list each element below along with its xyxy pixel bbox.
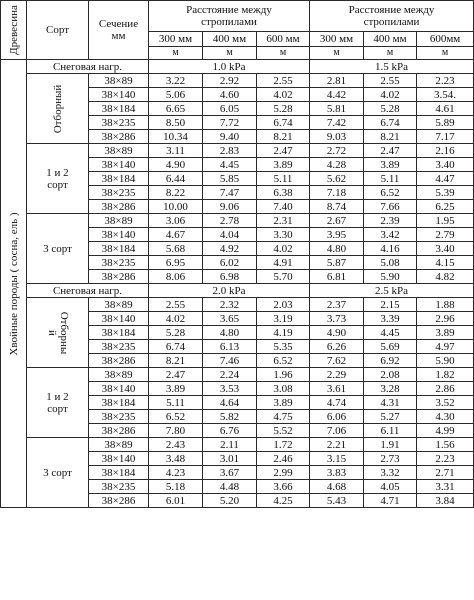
span-value: 6.11 — [364, 424, 417, 438]
span-value: 6.25 — [417, 200, 474, 214]
span-value: 3.73 — [310, 312, 364, 326]
section-size: 38×140 — [89, 382, 149, 396]
span-value: 7.46 — [203, 354, 257, 368]
span-value: 2.47 — [149, 368, 203, 382]
spacing-300-left: 300 мм — [149, 32, 203, 47]
span-value: 3.54. — [417, 88, 474, 102]
section-size: 38×286 — [89, 494, 149, 508]
span-value: 6.01 — [149, 494, 203, 508]
span-value: 4.61 — [417, 102, 474, 116]
span-value: 4.91 — [257, 256, 310, 270]
span-value: 2.29 — [310, 368, 364, 382]
span-value: 5.85 — [203, 172, 257, 186]
span-value: 8.06 — [149, 270, 203, 284]
span-value: 3.31 — [417, 480, 474, 494]
table-row — [1, 74, 474, 88]
span-value: 6.02 — [203, 256, 257, 270]
span-value: 3.95 — [310, 228, 364, 242]
span-value: 2.21 — [310, 438, 364, 452]
section-size: 38×286 — [89, 130, 149, 144]
span-value: 2.72 — [310, 144, 364, 158]
span-value: 5.90 — [417, 354, 474, 368]
span-value: 3.40 — [417, 158, 474, 172]
span-value: 4.71 — [364, 494, 417, 508]
span-value: 3.89 — [417, 326, 474, 340]
span-value: 10.34 — [149, 130, 203, 144]
span-value: 3.67 — [203, 466, 257, 480]
span-value: 6.81 — [310, 270, 364, 284]
span-value: 3.52 — [417, 396, 474, 410]
section-size: 38×184 — [89, 326, 149, 340]
span-value: 3.11 — [149, 144, 203, 158]
spacing-600-left: 600 мм — [257, 32, 310, 47]
span-value: 4.19 — [257, 326, 310, 340]
span-value: 5.28 — [149, 326, 203, 340]
unit-cell: м — [257, 47, 310, 60]
span-value: 7.18 — [310, 186, 364, 200]
span-value: 5.18 — [149, 480, 203, 494]
span-value: 5.39 — [417, 186, 474, 200]
span-value: 6.92 — [364, 354, 417, 368]
section-size: 38×89 — [89, 74, 149, 88]
span-value: 4.30 — [417, 410, 474, 424]
span-value: 3.32 — [364, 466, 417, 480]
span-value: 8.22 — [149, 186, 203, 200]
span-value: 4.90 — [149, 158, 203, 172]
span-value: 2.78 — [203, 214, 257, 228]
span-value: 5.28 — [364, 102, 417, 116]
span-value: 3.08 — [257, 382, 310, 396]
section-size: 38×235 — [89, 340, 149, 354]
span-value: 5.87 — [310, 256, 364, 270]
span-value: 5.11 — [149, 396, 203, 410]
span-value: 3.53 — [203, 382, 257, 396]
section-size: 38×89 — [89, 368, 149, 382]
span-value: 4.99 — [417, 424, 474, 438]
span-value: 2.23 — [417, 452, 474, 466]
span-value: 3.01 — [203, 452, 257, 466]
span-value: 3.40 — [417, 242, 474, 256]
section-size: 38×235 — [89, 186, 149, 200]
span-value: 7.47 — [203, 186, 257, 200]
span-value: 2.55 — [364, 74, 417, 88]
span-value: 9.40 — [203, 130, 257, 144]
span-value: 6.52 — [364, 186, 417, 200]
span-value: 3.06 — [149, 214, 203, 228]
grade-cell — [27, 74, 89, 144]
table-row — [1, 298, 474, 312]
span-value: 3.83 — [310, 466, 364, 480]
span-value: 3.48 — [149, 452, 203, 466]
spacing-400-left: 400 мм — [203, 32, 257, 47]
section-size: 38×184 — [89, 102, 149, 116]
section-size: 38×184 — [89, 172, 149, 186]
span-value: 7.80 — [149, 424, 203, 438]
span-value: 2.31 — [257, 214, 310, 228]
section-header: Сечение мм — [89, 1, 149, 60]
span-value: 4.31 — [364, 396, 417, 410]
span-value: 4.47 — [417, 172, 474, 186]
span-value: 2.55 — [257, 74, 310, 88]
span-value: 3.42 — [364, 228, 417, 242]
span-value: 2.86 — [417, 382, 474, 396]
section-size: 38×184 — [89, 466, 149, 480]
section-size: 38×286 — [89, 354, 149, 368]
span-value: 2.73 — [364, 452, 417, 466]
span-value: 4.90 — [310, 326, 364, 340]
wood-header-cell — [1, 1, 27, 60]
snow-load-row — [1, 60, 474, 74]
span-value: 5.90 — [364, 270, 417, 284]
span-value: 6.26 — [310, 340, 364, 354]
section-size: 38×184 — [89, 396, 149, 410]
span-value: 5.08 — [364, 256, 417, 270]
table-row — [1, 368, 474, 382]
span-value: 4.74 — [310, 396, 364, 410]
span-value: 2.39 — [364, 214, 417, 228]
span-value: 3.89 — [149, 382, 203, 396]
span-value: 3.89 — [257, 396, 310, 410]
span-value: 10.00 — [149, 200, 203, 214]
span-value: 8.21 — [257, 130, 310, 144]
span-value: 2.47 — [364, 144, 417, 158]
span-value: 6.38 — [257, 186, 310, 200]
span-value: 5.81 — [310, 102, 364, 116]
span-value: 6.65 — [149, 102, 203, 116]
span-value: 3.22 — [149, 74, 203, 88]
span-value: 7.40 — [257, 200, 310, 214]
span-value: 5.89 — [417, 116, 474, 130]
spacing-400-right: 400 мм — [364, 32, 417, 47]
section-size: 38×89 — [89, 214, 149, 228]
unit-cell: м — [149, 47, 203, 60]
span-value: 6.44 — [149, 172, 203, 186]
grade-label: Отборны й — [45, 311, 70, 354]
span-value: 7.66 — [364, 200, 417, 214]
span-value: 3.15 — [310, 452, 364, 466]
span-value: 4.02 — [149, 312, 203, 326]
section-size: 38×235 — [89, 256, 149, 270]
span-value: 4.97 — [417, 340, 474, 354]
span-value: 4.02 — [257, 242, 310, 256]
span-value: 3.30 — [257, 228, 310, 242]
span-value: 2.55 — [149, 298, 203, 312]
span-value: 6.76 — [203, 424, 257, 438]
span-value: 4.68 — [310, 480, 364, 494]
span-value: 3.84 — [417, 494, 474, 508]
span-value: 7.62 — [310, 354, 364, 368]
snow-load-label: Снеговая нагр. — [27, 60, 149, 74]
grade-header: Сорт — [27, 1, 89, 60]
span-value: 6.06 — [310, 410, 364, 424]
span-value: 2.23 — [417, 74, 474, 88]
section-size: 38×184 — [89, 242, 149, 256]
span-value: 3.19 — [257, 312, 310, 326]
span-value: 5.43 — [310, 494, 364, 508]
span-value: 4.64 — [203, 396, 257, 410]
section-size: 38×140 — [89, 228, 149, 242]
span-value: 2.79 — [417, 228, 474, 242]
span-value: 6.98 — [203, 270, 257, 284]
span-value: 3.65 — [203, 312, 257, 326]
span-value: 2.32 — [203, 298, 257, 312]
span-value: 8.74 — [310, 200, 364, 214]
spacing-300-right: 300 мм — [310, 32, 364, 47]
span-value: 4.75 — [257, 410, 310, 424]
span-value: 2.37 — [310, 298, 364, 312]
span-value: 5.62 — [310, 172, 364, 186]
span-value: 2.47 — [257, 144, 310, 158]
span-value: 4.15 — [417, 256, 474, 270]
species-cell — [1, 60, 27, 508]
grade-label: Отборный — [51, 84, 64, 133]
span-value: 4.16 — [364, 242, 417, 256]
section-size: 38×235 — [89, 410, 149, 424]
grade-cell — [27, 298, 89, 368]
span-value: 6.52 — [257, 354, 310, 368]
span-value: 7.06 — [310, 424, 364, 438]
span-value: 8.21 — [364, 130, 417, 144]
table-row — [1, 144, 474, 158]
span-value: 4.80 — [310, 242, 364, 256]
span-value: 8.50 — [149, 116, 203, 130]
section-size: 38×140 — [89, 158, 149, 172]
span-value: 4.48 — [203, 480, 257, 494]
span-value: 5.70 — [257, 270, 310, 284]
unit-cell: м — [364, 47, 417, 60]
table-body — [1, 1, 474, 508]
span-value: 9.03 — [310, 130, 364, 144]
span-value: 1.56 — [417, 438, 474, 452]
span-value: 4.04 — [203, 228, 257, 242]
span-value: 2.16 — [417, 144, 474, 158]
span-value: 5.52 — [257, 424, 310, 438]
span-value: 4.45 — [364, 326, 417, 340]
span-value: 5.11 — [257, 172, 310, 186]
snow-load-left: 1.0 kPa — [149, 60, 310, 74]
span-value: 6.52 — [149, 410, 203, 424]
span-value: 4.60 — [203, 88, 257, 102]
span-value: 3.39 — [364, 312, 417, 326]
grade-label: 1 и 2 сорт — [27, 144, 89, 214]
header-row-titles — [1, 1, 474, 32]
species-label: Хвойные породы ( сосна, ель ) — [7, 211, 20, 356]
section-size: 38×235 — [89, 116, 149, 130]
snow-load-row — [1, 284, 474, 298]
span-value: 5.27 — [364, 410, 417, 424]
span-value: 4.02 — [364, 88, 417, 102]
span-value: 5.11 — [364, 172, 417, 186]
snow-load-right: 2.5 kPa — [310, 284, 474, 298]
span-value: 4.42 — [310, 88, 364, 102]
span-value: 2.11 — [203, 438, 257, 452]
span-value: 4.80 — [203, 326, 257, 340]
span-value: 5.68 — [149, 242, 203, 256]
span-value: 2.46 — [257, 452, 310, 466]
section-size: 38×286 — [89, 200, 149, 214]
spacing-header-right: Расстояние между стропилами — [310, 1, 474, 32]
span-value: 2.99 — [257, 466, 310, 480]
span-value: 1.96 — [257, 368, 310, 382]
section-size: 38×140 — [89, 88, 149, 102]
span-value: 5.20 — [203, 494, 257, 508]
unit-cell: м — [310, 47, 364, 60]
span-value: 9.06 — [203, 200, 257, 214]
span-value: 7.17 — [417, 130, 474, 144]
span-value: 3.89 — [364, 158, 417, 172]
section-size: 38×140 — [89, 452, 149, 466]
span-value: 2.08 — [364, 368, 417, 382]
span-value: 7.72 — [203, 116, 257, 130]
table-row — [1, 438, 474, 452]
span-value: 2.67 — [310, 214, 364, 228]
span-value: 4.02 — [257, 88, 310, 102]
span-value: 4.67 — [149, 228, 203, 242]
section-size: 38×286 — [89, 424, 149, 438]
section-size: 38×140 — [89, 312, 149, 326]
span-value: 6.74 — [257, 116, 310, 130]
unit-cell: м — [417, 47, 474, 60]
span-value: 6.95 — [149, 256, 203, 270]
grade-label: 3 сорт — [27, 438, 89, 508]
span-value: 2.96 — [417, 312, 474, 326]
span-value: 8.21 — [149, 354, 203, 368]
span-value: 5.35 — [257, 340, 310, 354]
span-value: 6.13 — [203, 340, 257, 354]
span-value: 5.82 — [203, 410, 257, 424]
grade-label: 3 сорт — [27, 214, 89, 284]
span-value: 7.42 — [310, 116, 364, 130]
span-value: 5.28 — [257, 102, 310, 116]
span-value: 4.45 — [203, 158, 257, 172]
grade-label: 1 и 2 сорт — [27, 368, 89, 438]
span-value: 5.69 — [364, 340, 417, 354]
span-value: 2.15 — [364, 298, 417, 312]
span-value: 2.71 — [417, 466, 474, 480]
span-value: 5.06 — [149, 88, 203, 102]
span-value: 2.81 — [310, 74, 364, 88]
span-value: 1.95 — [417, 214, 474, 228]
snow-load-left: 2.0 kPa — [149, 284, 310, 298]
table-row — [1, 214, 474, 228]
span-value: 6.74 — [364, 116, 417, 130]
span-value: 2.43 — [149, 438, 203, 452]
span-value: 3.61 — [310, 382, 364, 396]
unit-cell: м — [203, 47, 257, 60]
wood-header: Древесина — [7, 5, 20, 55]
span-value: 1.88 — [417, 298, 474, 312]
spacing-header-left: Расстояние между стропилами — [149, 1, 310, 32]
section-size: 38×235 — [89, 480, 149, 494]
span-value: 4.23 — [149, 466, 203, 480]
span-value: 4.92 — [203, 242, 257, 256]
snow-load-label: Снеговая нагр. — [27, 284, 149, 298]
span-value: 3.28 — [364, 382, 417, 396]
span-value: 1.82 — [417, 368, 474, 382]
section-size: 38×89 — [89, 144, 149, 158]
spacing-600-right: 600мм — [417, 32, 474, 47]
section-size: 38×89 — [89, 438, 149, 452]
span-value: 4.25 — [257, 494, 310, 508]
span-value: 6.74 — [149, 340, 203, 354]
span-value: 2.24 — [203, 368, 257, 382]
span-value: 3.89 — [257, 158, 310, 172]
section-size: 38×89 — [89, 298, 149, 312]
span-value: 2.92 — [203, 74, 257, 88]
span-value: 1.91 — [364, 438, 417, 452]
span-value: 6.05 — [203, 102, 257, 116]
span-value: 4.05 — [364, 480, 417, 494]
section-size: 38×286 — [89, 270, 149, 284]
span-value: 4.82 — [417, 270, 474, 284]
span-value: 2.03 — [257, 298, 310, 312]
span-value: 3.66 — [257, 480, 310, 494]
span-value: 1.72 — [257, 438, 310, 452]
snow-load-right: 1.5 kPa — [310, 60, 474, 74]
span-value: 4.28 — [310, 158, 364, 172]
span-value: 2.83 — [203, 144, 257, 158]
